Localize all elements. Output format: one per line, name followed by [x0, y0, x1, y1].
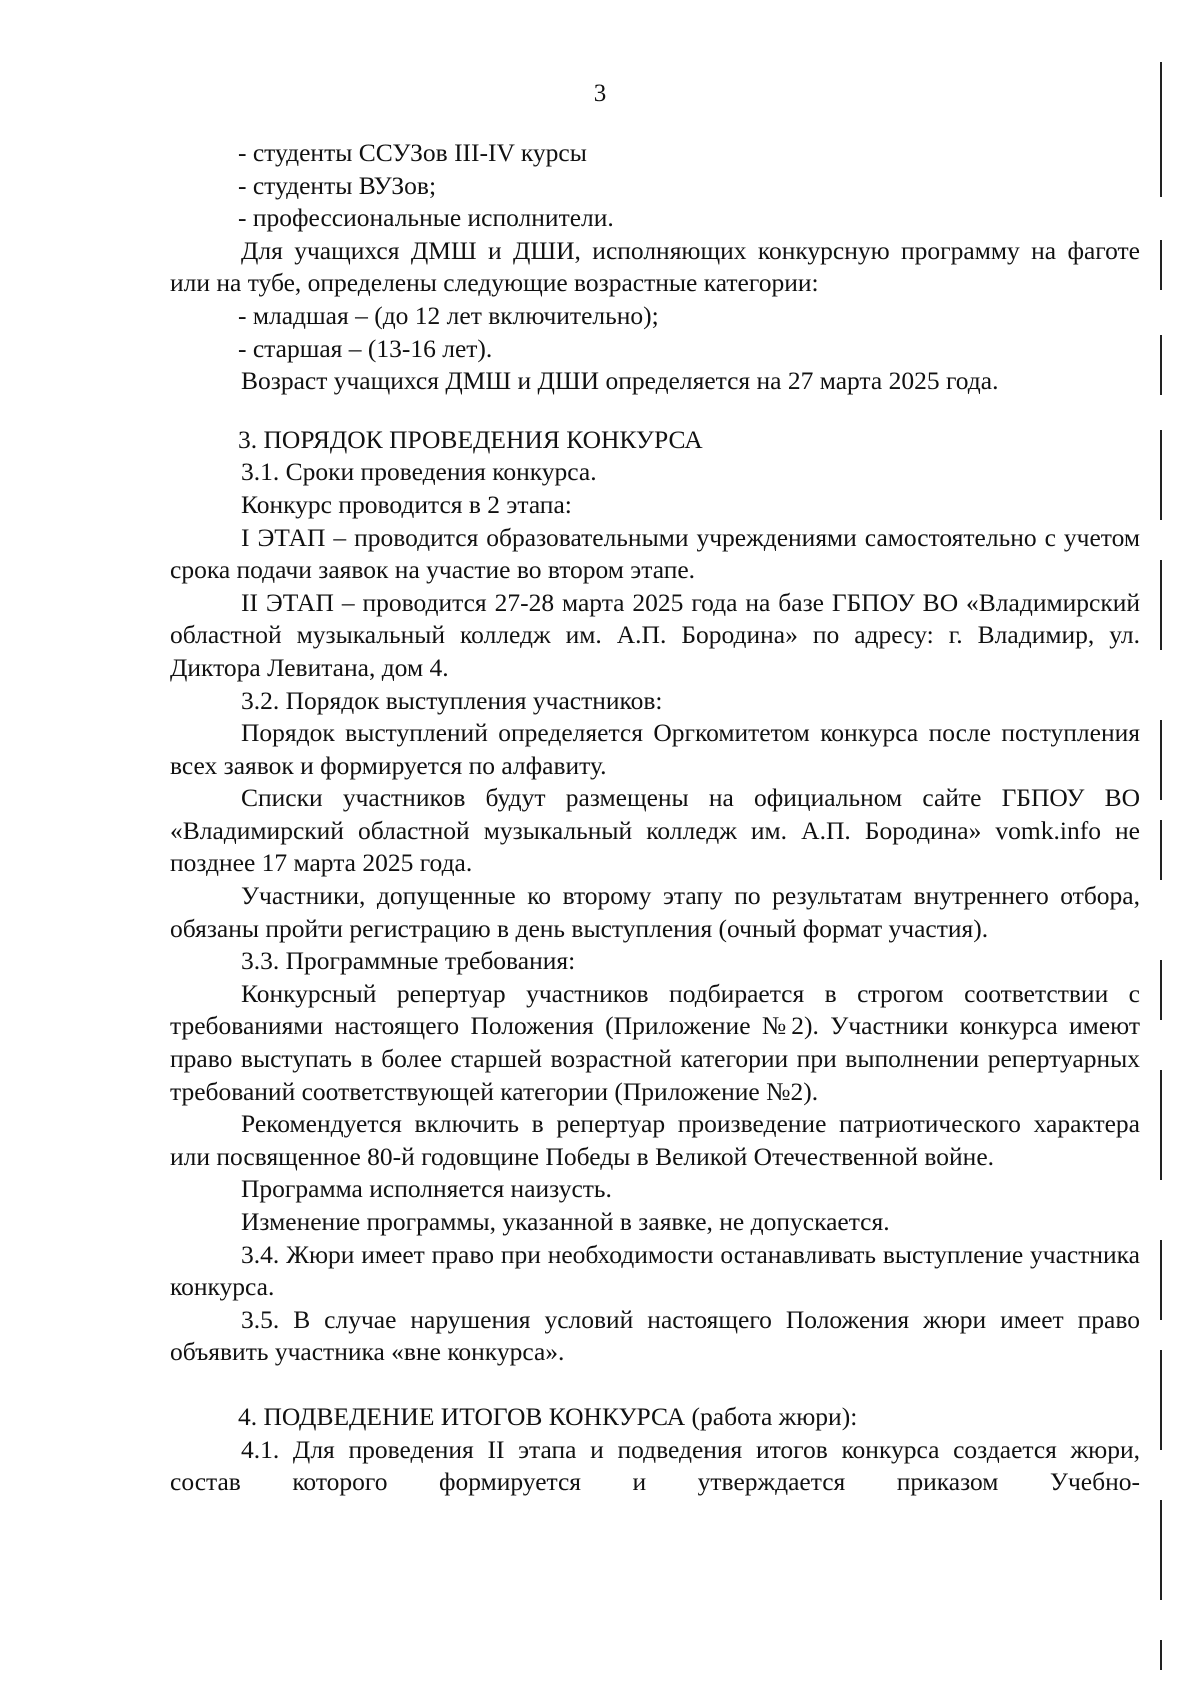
paragraph-registration: Участники, допущенные ко второму этапу по результатам внутреннего отбора, обязаны пройти регистрацию в день выступления (очный формат участия).: [170, 881, 1140, 943]
subsection-4-1: 4.1. Для проведения II этапа и подведения итогов конкурса создается жюри, состав которого формируется и утверждается приказом Учебно-: [170, 1434, 1140, 1497]
paragraph-stage-1: I ЭТАП – проводится образовательными учреждениями самостоятельно с учетом срока подачи заявок на участие во втором этапе.: [170, 522, 1140, 585]
paragraph-age-date: Возраст учащихся ДМШ и ДШИ определяется на 27 марта 2025 года.: [241, 366, 999, 396]
paragraph-lists: Списки участников будут размещены на официальном сайте ГБПОУ ВО «Владимирский областной музыкальный колледж им. А.П. Бородина» vomk.info не позднее 17 марта 2025 года.: [170, 783, 1140, 878]
paragraph-repertoire: Конкурсный репертуар участников подбирается в строгом соответствии с требованиями настоящего Положения (Приложение №2). Участники конкурса имеют право выступать в более старшей возрастной категории при выполнении репертуарных требований соответствующей категории (Приложение №2).: [170, 978, 1140, 1106]
list-item-professionals: - профессиональные исполнители.: [238, 203, 614, 233]
list-item-vuz-students: - студенты ВУЗов;: [238, 170, 437, 200]
section-heading-4-main: 4. ПОДВЕДЕНИЕ ИТОГОВ КОНКУРСА: [238, 1401, 686, 1431]
scan-edge-line: [1160, 1070, 1162, 1180]
scan-edge-line: [1160, 820, 1162, 880]
subsection-3-2: 3.2. Порядок выступления участников:: [241, 685, 663, 715]
scan-edge-line: [1160, 240, 1162, 290]
page-number: 3: [593, 80, 607, 107]
paragraph-no-change: Изменение программы, указанной в заявке, не допускается.: [241, 1207, 890, 1236]
section-heading-4: [170, 1401, 1140, 1434]
scan-edge-line: [1160, 335, 1162, 395]
scan-edge-line: [1160, 560, 1162, 650]
paragraph-age-categories: Для учащихся ДМШ и ДШИ, исполняющих конкурсную программу на фаготе или на тубе, определены следующие возрастные категории:: [170, 235, 1140, 298]
paragraph-recommendation: Рекомендуется включить в репертуар произведение патриотического характера или посвященное 80-й годовщине Победы в Великой Отечественной войне.: [170, 1109, 1140, 1171]
paragraph-order: Порядок выступлений определяется Оргкомитетом конкурса после поступления всех заявок и формируется по алфавиту.: [170, 718, 1140, 780]
list-item-senior: - старшая – (13-16 лет).: [238, 333, 493, 363]
list-item-ssuz-students: - студенты ССУЗов III-IV курсы: [238, 138, 587, 167]
paragraph-by-heart: Программа исполняется наизусть.: [241, 1174, 612, 1204]
paragraph-stage-2: II ЭТАП – проводится 27-28 марта 2025 года на базе ГБПОУ ВО «Владимирский областной музыкальный колледж им. А.П. Бородина» по адресу: г. Владимир, ул. Диктора Левитана, дом 4.: [170, 587, 1140, 682]
scan-edge-line: [1160, 1350, 1162, 1450]
section-heading-4-suffix: (работа жюри):: [685, 1401, 858, 1431]
scan-edge-line: [1160, 1640, 1162, 1670]
scan-edge-line: [1160, 1500, 1162, 1600]
subsection-3-5: 3.5. В случае нарушения условий настоящего Положения жюри имеет право объявить участника «вне конкурса».: [170, 1304, 1140, 1367]
paragraph-stages-intro: Конкурс проводится в 2 этапа:: [241, 489, 572, 519]
spacer: [170, 398, 1140, 424]
document-body: [170, 137, 1140, 1499]
spacer: [170, 1369, 1140, 1401]
list-item-junior: - младшая – (до 12 лет включительно);: [238, 300, 659, 330]
scan-edge-line: [1160, 960, 1162, 1020]
subsection-3-3: 3.3. Программные требования:: [241, 946, 576, 976]
scan-edge-line: [1160, 430, 1162, 520]
subsection-3-1: 3.1. Сроки проведения конкурса.: [241, 457, 597, 487]
subsection-3-4: 3.4. Жюри имеет право при необходимости останавливать выступление участника конкурса.: [170, 1239, 1140, 1302]
scan-edge-line: [1160, 62, 1162, 197]
section-heading-3: 3. ПОРЯДОК ПРОВЕДЕНИЯ КОНКУРСА: [238, 424, 703, 454]
scan-edge-line: [1160, 720, 1162, 800]
scan-edge-line: [1160, 1240, 1162, 1320]
